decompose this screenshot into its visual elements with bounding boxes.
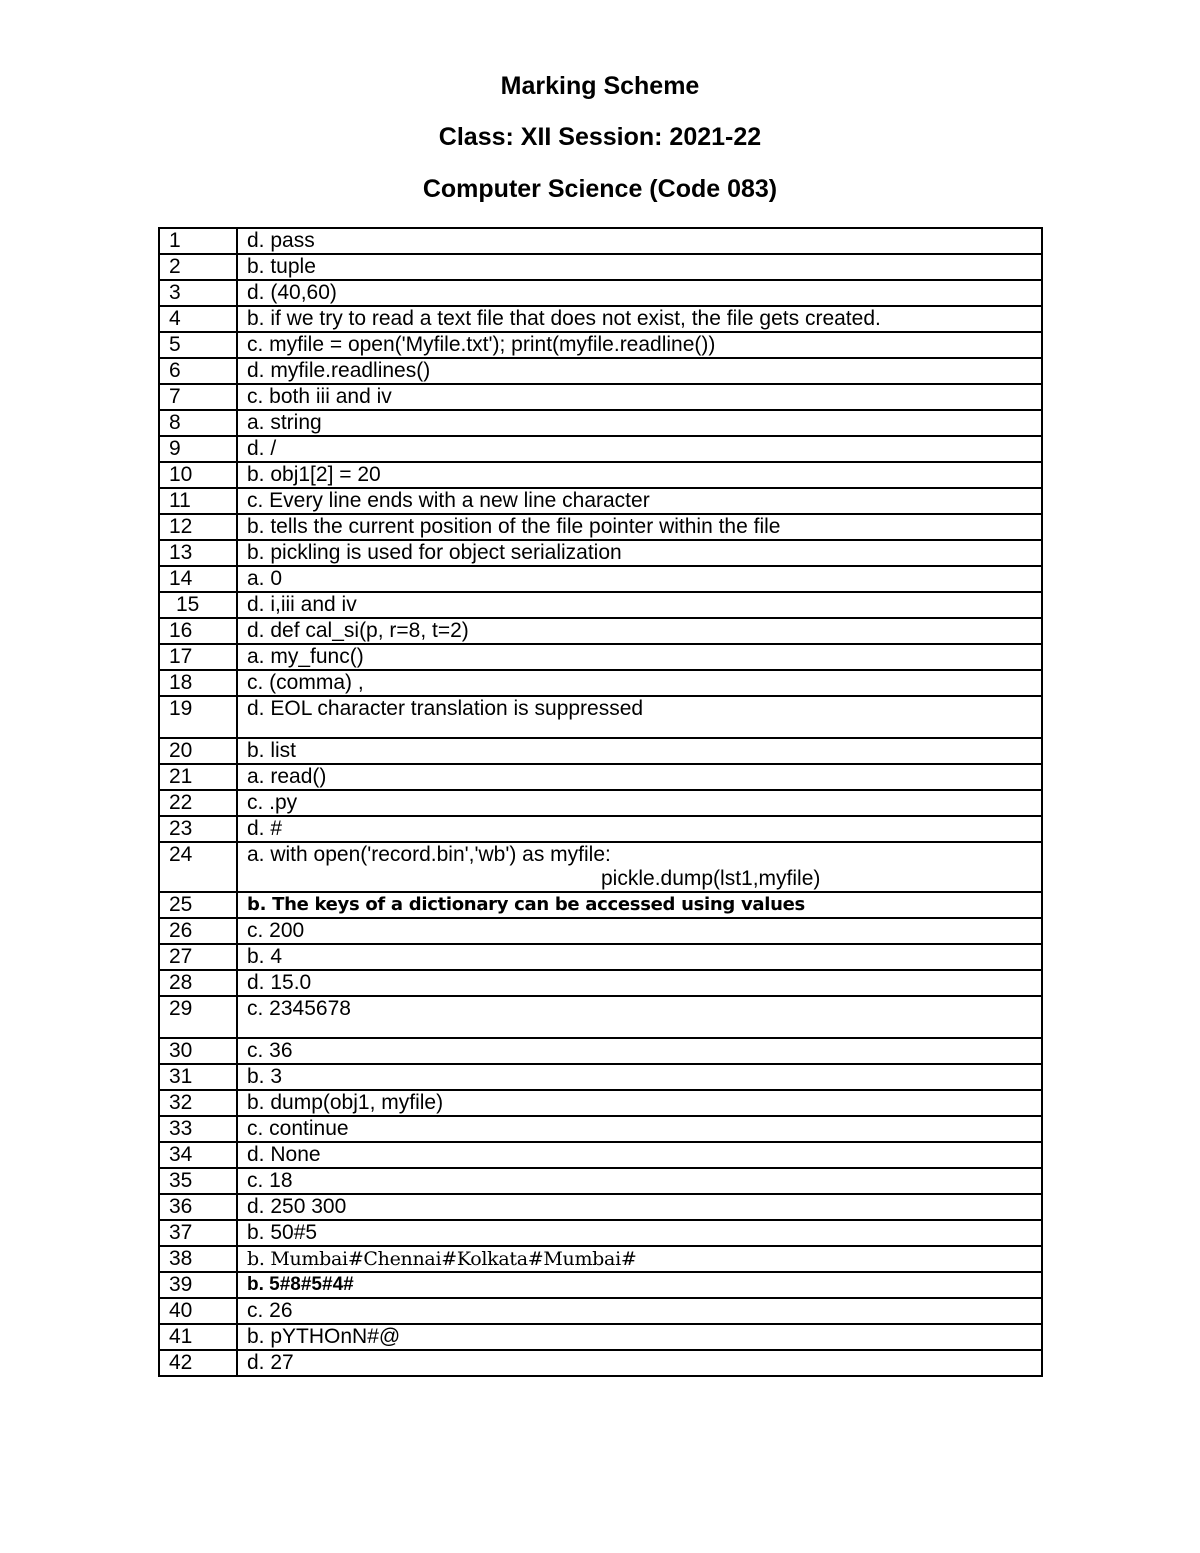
question-number: 16 bbox=[159, 618, 237, 644]
question-number: 41 bbox=[159, 1324, 237, 1350]
question-number: 2 bbox=[159, 254, 237, 280]
table-row bbox=[159, 332, 1042, 358]
table-row bbox=[159, 1324, 1042, 1350]
table-row bbox=[159, 1142, 1042, 1168]
question-number: 12 bbox=[159, 514, 237, 540]
answer-text: b. 3 bbox=[237, 1064, 1042, 1090]
table-row bbox=[159, 540, 1042, 566]
question-number: 18 bbox=[159, 670, 237, 696]
table-row bbox=[159, 228, 1042, 254]
question-number: 25 bbox=[159, 892, 237, 918]
answer-text: d. 250 300 bbox=[237, 1194, 1042, 1220]
table-row bbox=[159, 918, 1042, 944]
table-row bbox=[159, 764, 1042, 790]
question-number: 24 bbox=[159, 842, 237, 892]
answer-text: b. 4 bbox=[237, 944, 1042, 970]
table-row bbox=[159, 1064, 1042, 1090]
table-row bbox=[159, 970, 1042, 996]
answer-text: d. def cal_si(p, r=8, t=2) bbox=[237, 618, 1042, 644]
answer-text: b. The keys of a dictionary can be accessed using values bbox=[237, 892, 1042, 918]
answer-text: a. with open('record.bin','wb') as myfile: bbox=[247, 843, 611, 866]
table-row bbox=[159, 996, 1042, 1038]
table-row bbox=[159, 1090, 1042, 1116]
table-row bbox=[159, 306, 1042, 332]
table-row bbox=[159, 738, 1042, 764]
table-row bbox=[159, 618, 1042, 644]
answer-text: b. obj1[2] = 20 bbox=[237, 462, 1042, 488]
answer-text: d. pass bbox=[237, 228, 1042, 254]
question-number: 33 bbox=[159, 1116, 237, 1142]
question-number: 4 bbox=[159, 306, 237, 332]
table-row bbox=[159, 1168, 1042, 1194]
question-number: 6 bbox=[159, 358, 237, 384]
table-row bbox=[159, 670, 1042, 696]
answer-text: c. 26 bbox=[237, 1298, 1042, 1324]
answer-text: b. tells the current position of the file pointer within the file bbox=[237, 514, 1042, 540]
question-number: 13 bbox=[159, 540, 237, 566]
answer-text: d. i,iii and iv bbox=[237, 592, 1042, 618]
table-row bbox=[159, 514, 1042, 540]
question-number: 9 bbox=[159, 436, 237, 462]
table-row bbox=[159, 436, 1042, 462]
table-row bbox=[159, 358, 1042, 384]
question-number: 39 bbox=[159, 1272, 237, 1298]
answer-text: d. # bbox=[237, 816, 1042, 842]
question-number: 20 bbox=[159, 738, 237, 764]
table-row bbox=[159, 462, 1042, 488]
table-row bbox=[159, 1298, 1042, 1324]
table-row bbox=[159, 1272, 1042, 1298]
table-row bbox=[159, 592, 1042, 618]
answer-text: b. if we try to read a text file that does not exist, the file gets created. bbox=[237, 306, 1042, 332]
question-number: 29 bbox=[159, 996, 237, 1038]
question-number: 21 bbox=[159, 764, 237, 790]
answer-text: d. 27 bbox=[237, 1350, 1042, 1376]
answer-text: c. 18 bbox=[237, 1168, 1042, 1194]
answer-text: c. myfile = open('Myfile.txt'); print(myfile.readline()) bbox=[237, 332, 1042, 358]
answer-text: d. / bbox=[237, 436, 1042, 462]
question-number: 38 bbox=[159, 1246, 237, 1272]
question-number: 5 bbox=[159, 332, 237, 358]
answer-text: b. pickling is used for object serialization bbox=[237, 540, 1042, 566]
answer-text: b. 50#5 bbox=[237, 1220, 1042, 1246]
answer-text: a. read() bbox=[237, 764, 1042, 790]
question-number: 23 bbox=[159, 816, 237, 842]
answer-text-cell bbox=[237, 842, 1042, 892]
table-row bbox=[159, 384, 1042, 410]
question-number: 3 bbox=[159, 280, 237, 306]
table-row bbox=[159, 488, 1042, 514]
question-number: 11 bbox=[159, 488, 237, 514]
table-row bbox=[159, 816, 1042, 842]
answer-text: d. EOL character translation is suppressed bbox=[237, 696, 1042, 738]
question-number: 8 bbox=[159, 410, 237, 436]
question-number: 36 bbox=[159, 1194, 237, 1220]
question-number: 7 bbox=[159, 384, 237, 410]
question-number: 35 bbox=[159, 1168, 237, 1194]
question-number: 14 bbox=[159, 566, 237, 592]
question-number: 1 bbox=[159, 228, 237, 254]
table-row bbox=[159, 1116, 1042, 1142]
answer-text: b. list bbox=[237, 738, 1042, 764]
question-number: 32 bbox=[159, 1090, 237, 1116]
question-number: 27 bbox=[159, 944, 237, 970]
page-title: Marking Scheme bbox=[500, 72, 700, 100]
answer-text: d. (40,60) bbox=[237, 280, 1042, 306]
answer-text: d. None bbox=[237, 1142, 1042, 1168]
question-number: 42 bbox=[159, 1350, 237, 1376]
table-row bbox=[159, 892, 1042, 918]
table-row bbox=[159, 842, 1042, 892]
table-row bbox=[159, 1350, 1042, 1376]
question-number: 28 bbox=[159, 970, 237, 996]
table-row bbox=[159, 644, 1042, 670]
class-session-line: Class: XII Session: 2021-22 bbox=[438, 123, 762, 151]
question-number: 34 bbox=[159, 1142, 237, 1168]
answer-text: d. 15.0 bbox=[237, 970, 1042, 996]
subject-title: Computer Science (Code 083) bbox=[422, 175, 778, 203]
table-row bbox=[159, 1220, 1042, 1246]
table-row bbox=[159, 696, 1042, 738]
table-row bbox=[159, 254, 1042, 280]
answer-text: b. tuple bbox=[237, 254, 1042, 280]
answer-text: c. .py bbox=[237, 790, 1042, 816]
question-number: 10 bbox=[159, 462, 237, 488]
answer-text: b. 5#8#5#4# bbox=[237, 1272, 1042, 1298]
answer-text: a. 0 bbox=[237, 566, 1042, 592]
answer-text: c. continue bbox=[237, 1116, 1042, 1142]
question-number: 30 bbox=[159, 1038, 237, 1064]
table-row bbox=[159, 280, 1042, 306]
table-row bbox=[159, 566, 1042, 592]
question-number: 19 bbox=[159, 696, 237, 738]
answer-text: b. dump(obj1, myfile) bbox=[237, 1090, 1042, 1116]
answer-text: a. string bbox=[237, 410, 1042, 436]
question-number: 31 bbox=[159, 1064, 237, 1090]
answer-text: b. pYTHOnN#@ bbox=[237, 1324, 1042, 1350]
table-row bbox=[159, 790, 1042, 816]
question-number: 26 bbox=[159, 918, 237, 944]
answer-text: b. Mumbai#Chennai#Kolkata#Mumbai# bbox=[237, 1246, 1042, 1272]
answer-text: a. my_func() bbox=[237, 644, 1042, 670]
question-number: 15 bbox=[159, 592, 237, 618]
table-row bbox=[159, 1246, 1042, 1272]
question-number: 40 bbox=[159, 1298, 237, 1324]
question-number: 17 bbox=[159, 644, 237, 670]
answer-text: c. 2345678 bbox=[237, 996, 1042, 1038]
table-row bbox=[159, 1194, 1042, 1220]
answer-text: c. Every line ends with a new line character bbox=[237, 488, 1042, 514]
answer-table bbox=[158, 227, 1043, 1377]
answer-text: d. myfile.readlines() bbox=[237, 358, 1042, 384]
table-row bbox=[159, 1038, 1042, 1064]
answer-text-continuation: pickle.dump(lst1,myfile) bbox=[601, 867, 821, 890]
question-number: 37 bbox=[159, 1220, 237, 1246]
table-row bbox=[159, 944, 1042, 970]
answer-text: c. 200 bbox=[237, 918, 1042, 944]
answer-text: c. 36 bbox=[237, 1038, 1042, 1064]
answer-text: c. both iii and iv bbox=[237, 384, 1042, 410]
answer-text: c. (comma) , bbox=[237, 670, 1042, 696]
question-number: 22 bbox=[159, 790, 237, 816]
table-row bbox=[159, 410, 1042, 436]
